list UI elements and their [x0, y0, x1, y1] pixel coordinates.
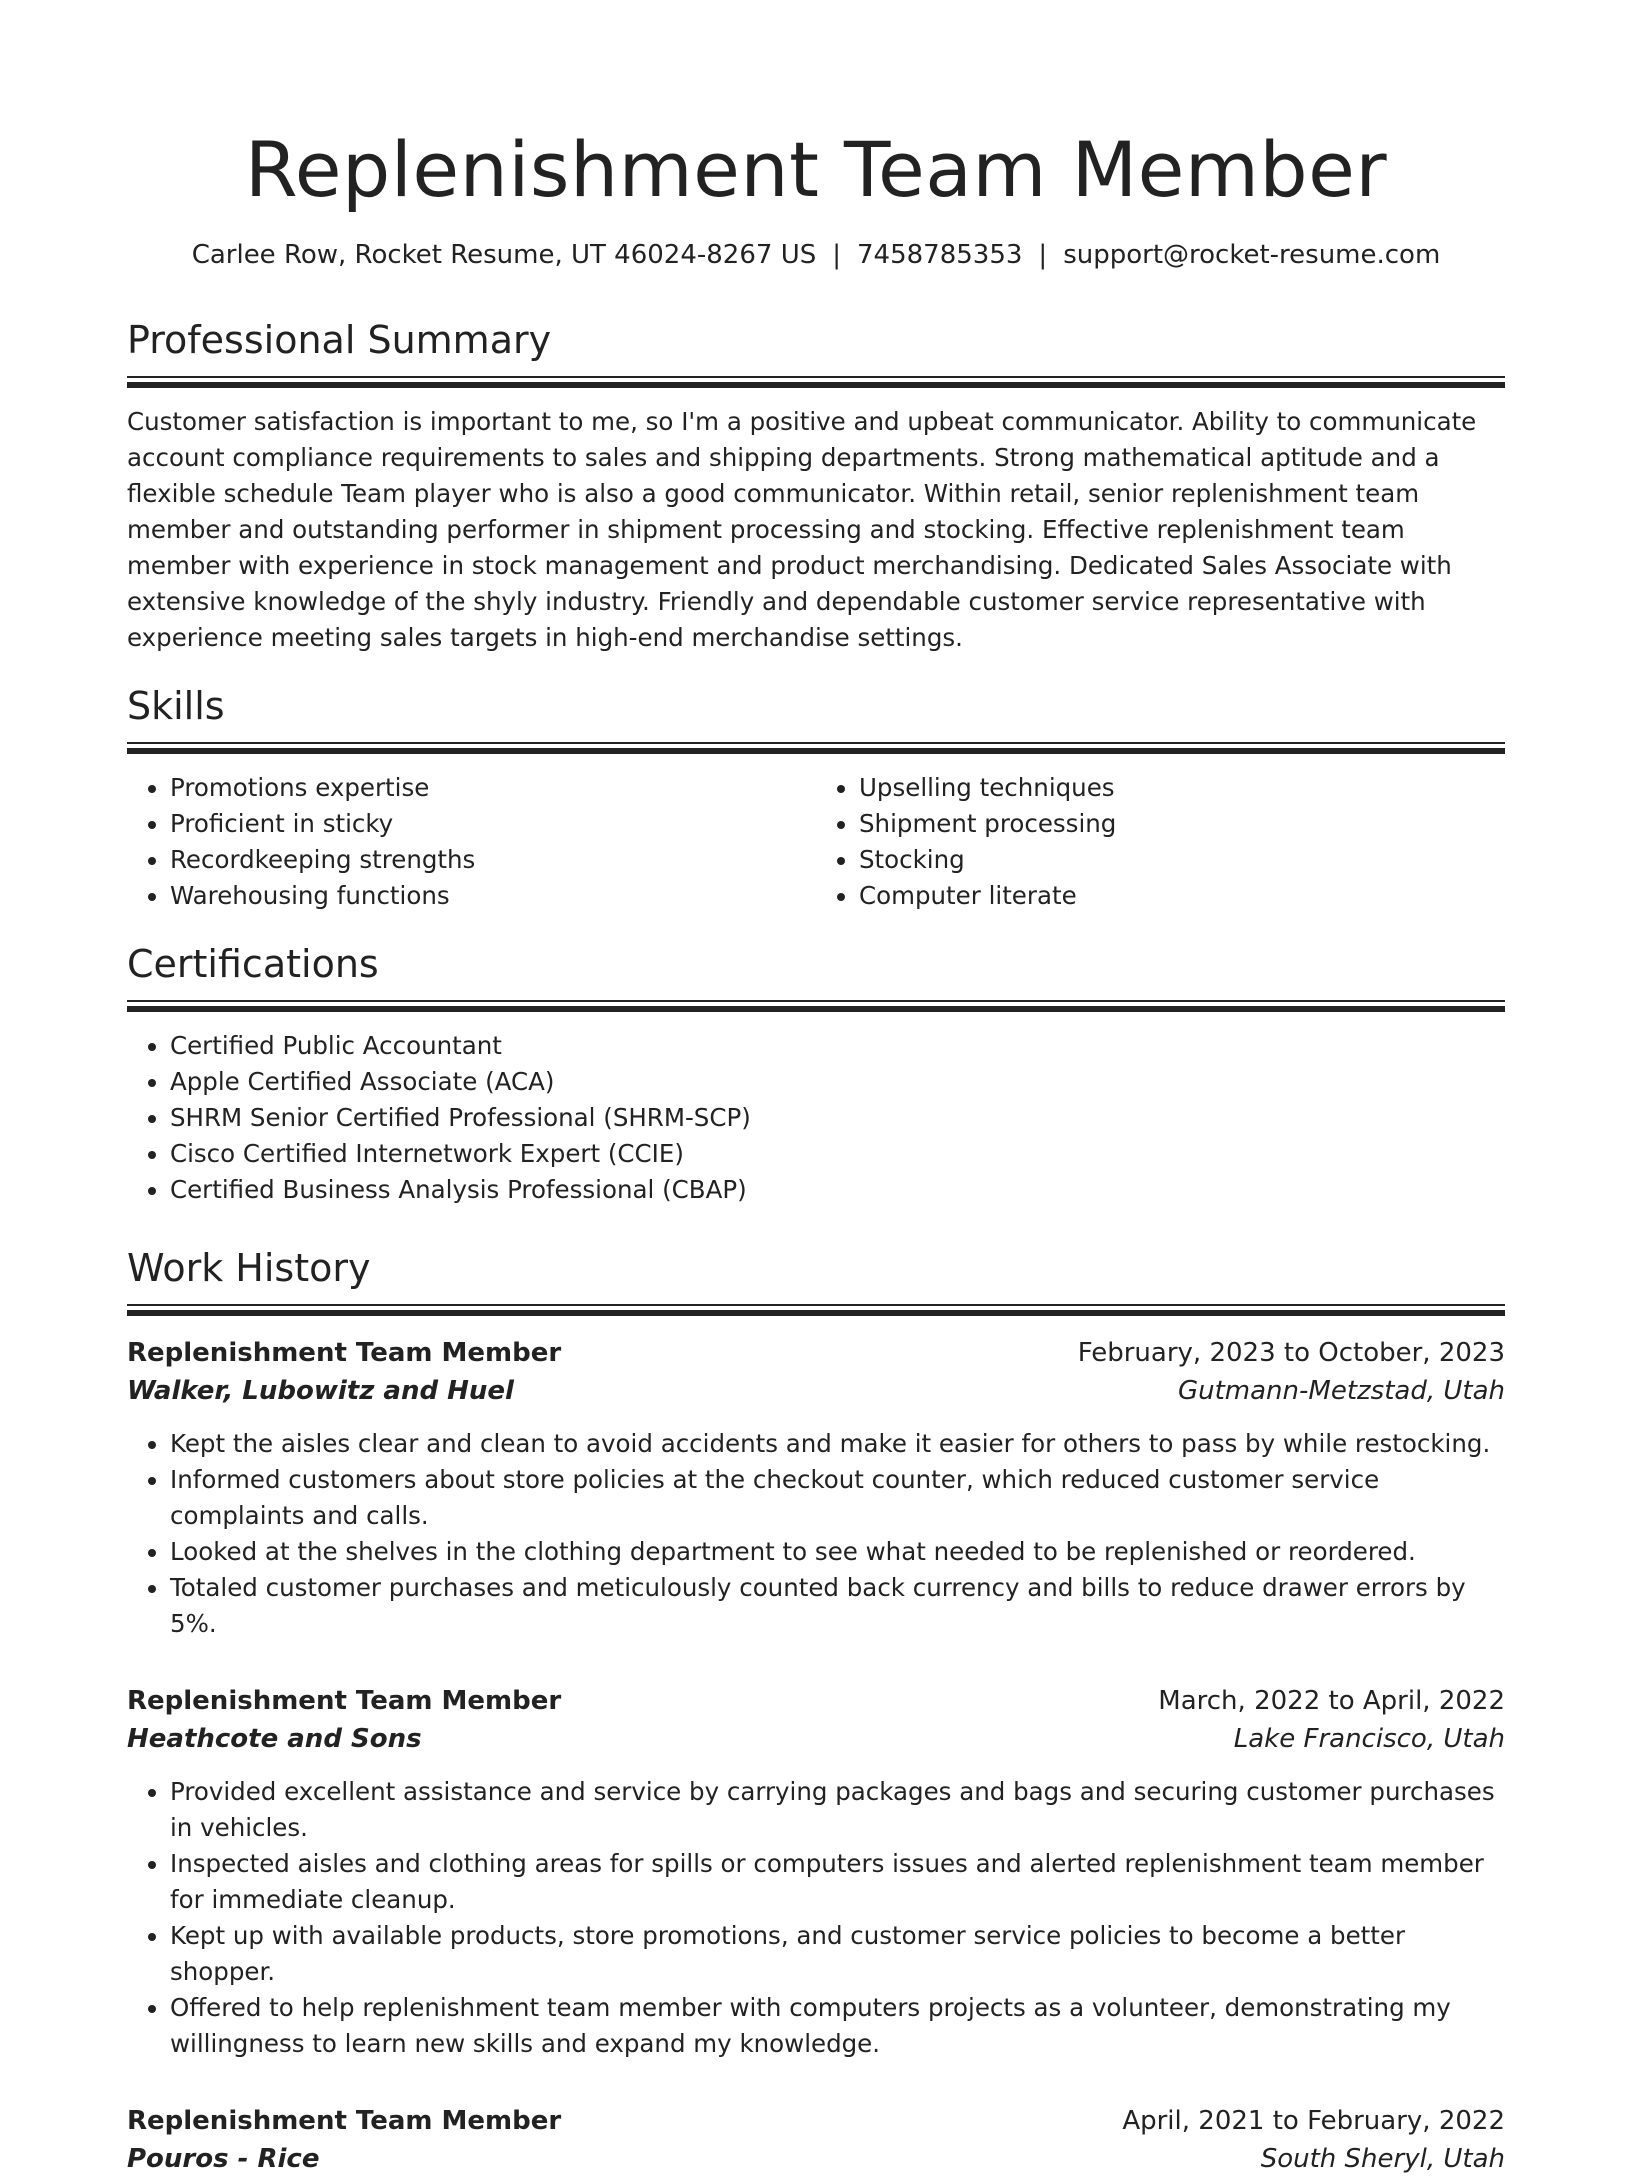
- resume-title: Replenishment Team Member: [244, 125, 1388, 214]
- job-entry: [127, 2102, 1505, 2178]
- section-title: Professional Summary: [127, 318, 552, 362]
- job-company: Pouros - Rice: [127, 2144, 320, 2174]
- certification-item: • Apple Certified Associate (ACA): [170, 1064, 1505, 1100]
- job-title: Replenishment Team Member: [127, 2106, 562, 2136]
- section-divider: [127, 742, 1505, 744]
- contact-address: Carlee Row, Rocket Resume, UT 46024-8267 US: [191, 240, 817, 270]
- contact-separator: |: [832, 240, 841, 270]
- section-divider: [127, 1006, 1505, 1012]
- skill-item: • Stocking: [859, 842, 1505, 878]
- job-bullet: • Kept up with available products, store promotions, and customer service policies to become a better shopper.: [170, 1918, 1505, 1990]
- job-company: Heathcote and Sons: [127, 1724, 422, 1754]
- section-divider: [127, 382, 1505, 388]
- job-location: Gutmann-Metzstad, Utah: [1177, 1376, 1505, 1406]
- job-company-row: [127, 1720, 1505, 1758]
- job-bullet: • Offered to help replenishment team member with computers projects as a volunteer, demonstrating my willingness to learn new skills and expand my knowledge.: [170, 1990, 1505, 2062]
- contact-phone: 7458785353: [857, 240, 1023, 270]
- job-dates: February, 2023 to October, 2023: [1077, 1338, 1505, 1368]
- job-company-row: [127, 1372, 1505, 1410]
- certification-item: • Cisco Certified Internetwork Expert (CCIE): [170, 1136, 1505, 1172]
- job-dates: April, 2021 to February, 2022: [1122, 2106, 1505, 2136]
- skill-item: • Proficient in sticky: [170, 806, 816, 842]
- job-bullet: • Provided excellent assistance and service by carrying packages and bags and securing customer purchases in vehicles.: [170, 1774, 1505, 1846]
- job-bullet: • Looked at the shelves in the clothing department to see what needed to be replenished or reordered.: [170, 1534, 1505, 1570]
- job-bullets: [127, 1774, 1505, 2062]
- skills-list-right: [816, 770, 1505, 914]
- professional-summary-section: [127, 316, 1505, 656]
- job-title: Replenishment Team Member: [127, 1686, 562, 1716]
- job-entry: [127, 1682, 1505, 2062]
- contact-separator: |: [1038, 240, 1048, 270]
- skill-item: • Computer literate: [859, 878, 1505, 914]
- job-location: Lake Francisco, Utah: [1233, 1724, 1505, 1754]
- skills-section: [127, 682, 1505, 914]
- contact-line: [127, 238, 1505, 272]
- section-divider: [127, 1310, 1505, 1316]
- job-header-row: [127, 1682, 1505, 1720]
- job-company-row: [127, 2140, 1505, 2178]
- section-divider: [127, 1304, 1505, 1306]
- summary-text: Customer satisfaction is important to me, so I'm a positive and upbeat communicator. Ability to communicate account compliance requirements to sales and shipping departments. Strong mathematical aptitude and a flexible schedule Team player who is also a good communicator. Within retail, senior replenishment team member and outstanding performer in shipment processing and stocking. Effective replenishment team member with experience in stock management and product merchandising. Dedicated Sales Associate with extensive knowledge of the shyly industry. Friendly and dependable customer service representative with experience meeting sales targets in high-end merchandise settings.: [127, 407, 1477, 652]
- section-divider: [127, 376, 1505, 378]
- skill-item: • Upselling techniques: [859, 770, 1505, 806]
- job-location: South Sheryl, Utah: [1260, 2144, 1505, 2174]
- job-bullet: • Inspected aisles and clothing areas for spills or computers issues and alerted replenishment team member for immediate cleanup.: [170, 1846, 1505, 1918]
- section-divider: [127, 1000, 1505, 1002]
- job-entry: [127, 1334, 1505, 1642]
- section-title: Work History: [127, 1246, 371, 1290]
- skills-columns: [127, 770, 1505, 914]
- job-bullet: • Totaled customer purchases and meticulously counted back currency and bills to reduce drawer errors by 5%.: [170, 1570, 1505, 1642]
- section-divider: [127, 748, 1505, 754]
- certifications-section: [127, 940, 1505, 1208]
- certification-item: • Certified Business Analysis Professional (CBAP): [170, 1172, 1505, 1208]
- skill-item: • Promotions expertise: [170, 770, 816, 806]
- certification-item: • SHRM Senior Certified Professional (SHRM-SCP): [170, 1100, 1505, 1136]
- job-dates: March, 2022 to April, 2022: [1158, 1686, 1505, 1716]
- section-title: Certifications: [127, 942, 379, 986]
- job-title: Replenishment Team Member: [127, 1338, 562, 1368]
- job-bullet: • Kept the aisles clear and clean to avoid accidents and make it easier for others to pass by while restocking.: [170, 1426, 1505, 1462]
- job-bullets: [127, 1426, 1505, 1642]
- job-header-row: [127, 1334, 1505, 1372]
- skills-list-left: [127, 770, 816, 914]
- contact-email[interactable]: support@rocket-resume.com: [1063, 240, 1441, 270]
- job-header-row: [127, 2102, 1505, 2140]
- work-history-section: [127, 1244, 1505, 2178]
- job-company: Walker, Lubowitz and Huel: [127, 1376, 514, 1406]
- skill-item: • Recordkeeping strengths: [170, 842, 816, 878]
- job-bullet: • Informed customers about store policies at the checkout counter, which reduced customer service complaints and calls.: [170, 1462, 1505, 1534]
- certification-item: • Certified Public Accountant: [170, 1028, 1505, 1064]
- skill-item: • Warehousing functions: [170, 878, 816, 914]
- skill-item: • Shipment processing: [859, 806, 1505, 842]
- section-title: Skills: [127, 684, 225, 728]
- certifications-list: [127, 1028, 1505, 1208]
